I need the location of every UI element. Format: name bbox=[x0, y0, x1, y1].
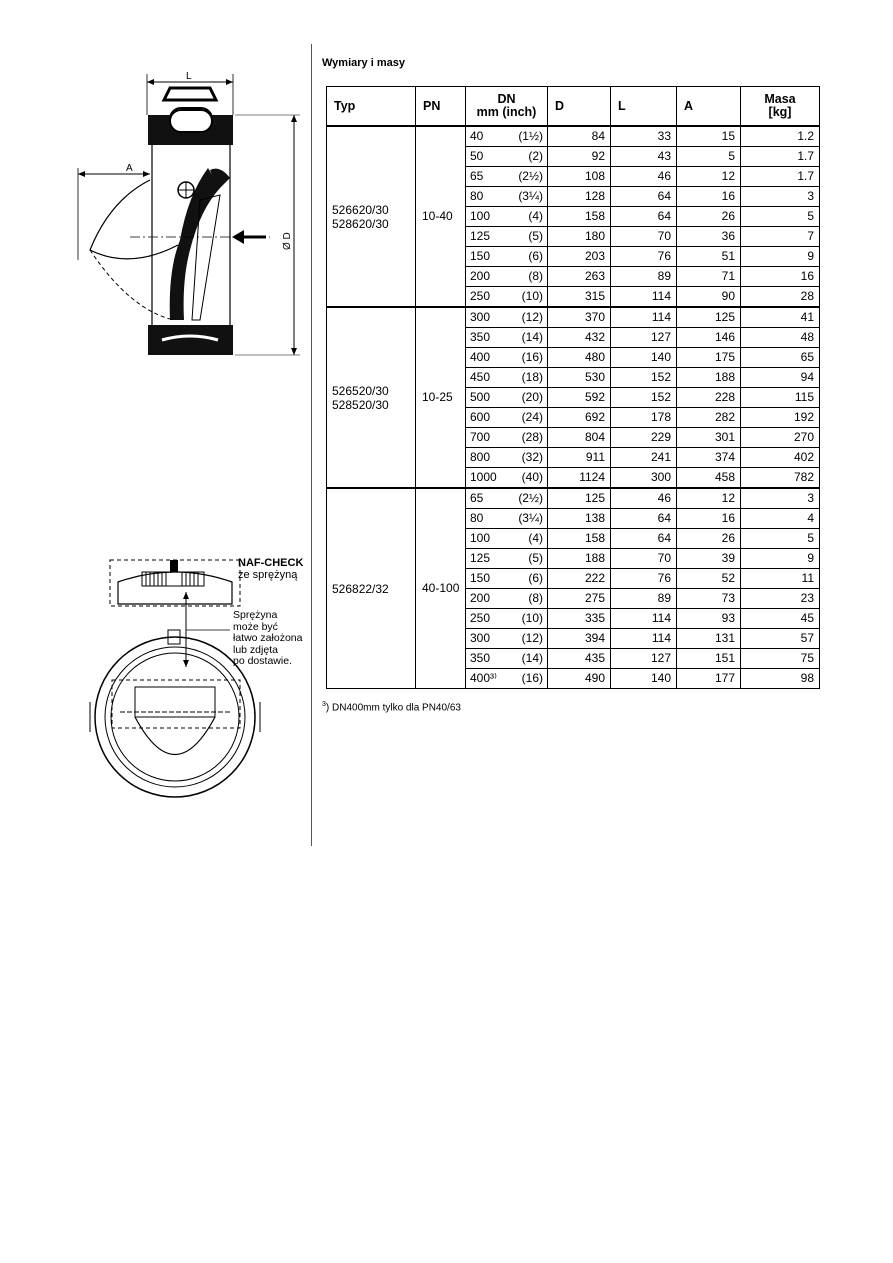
dn-inch: (3¼) bbox=[518, 511, 543, 525]
dn-inch: (6) bbox=[528, 249, 543, 263]
cell-dn bbox=[466, 328, 548, 348]
cell-dn bbox=[466, 448, 548, 468]
cell-dn bbox=[466, 207, 548, 227]
column-divider bbox=[311, 44, 312, 846]
cell-dn bbox=[466, 468, 548, 489]
dn-inch: (20) bbox=[521, 390, 543, 404]
cell-masa: 48 bbox=[741, 328, 820, 348]
cell-l: 70 bbox=[611, 227, 677, 247]
cell-l: 229 bbox=[611, 428, 677, 448]
cell-masa: 3 bbox=[741, 187, 820, 207]
cell-a: 12 bbox=[677, 167, 741, 187]
dim-D-label: Ø D bbox=[282, 232, 293, 250]
spring-note-line: Sprężyna bbox=[233, 609, 278, 621]
cell-masa: 16 bbox=[741, 267, 820, 287]
cell-masa: 41 bbox=[741, 307, 820, 328]
cell-l: 70 bbox=[611, 549, 677, 569]
cell-a: 177 bbox=[677, 669, 741, 689]
cell-dn bbox=[466, 589, 548, 609]
dn-inch: (6) bbox=[528, 571, 543, 585]
cell-l: 46 bbox=[611, 488, 677, 509]
cell-a: 282 bbox=[677, 408, 741, 428]
cell-l: 33 bbox=[611, 126, 677, 147]
cell-l: 152 bbox=[611, 368, 677, 388]
header-l: L bbox=[611, 87, 677, 127]
cell-a: 16 bbox=[677, 187, 741, 207]
typ-line: 526822/32 bbox=[332, 581, 389, 596]
dn-mm: 350 bbox=[470, 330, 491, 344]
cell-d: 480 bbox=[548, 348, 611, 368]
dn-mm: 300 bbox=[470, 631, 491, 645]
naf-check-label bbox=[238, 557, 303, 581]
cell-d: 335 bbox=[548, 609, 611, 629]
cell-masa: 94 bbox=[741, 368, 820, 388]
cell-masa: 9 bbox=[741, 247, 820, 267]
cell-masa: 402 bbox=[741, 448, 820, 468]
cell-pn: 10-40 bbox=[416, 126, 466, 307]
dn-inch: (10) bbox=[521, 611, 543, 625]
cell-dn bbox=[466, 267, 548, 287]
dn-mm: 125 bbox=[470, 229, 491, 243]
cell-d: 125 bbox=[548, 488, 611, 509]
cell-a: 16 bbox=[677, 509, 741, 529]
cell-l: 152 bbox=[611, 388, 677, 408]
dn-mm: 300 bbox=[470, 310, 491, 324]
dn-mm: 100 bbox=[470, 531, 491, 545]
dn-inch: (5) bbox=[528, 551, 543, 565]
cell-masa: 5 bbox=[741, 207, 820, 227]
cell-a: 175 bbox=[677, 348, 741, 368]
footnote bbox=[322, 701, 461, 713]
header-masa-line2: [kg] bbox=[768, 105, 792, 119]
cell-d: 315 bbox=[548, 287, 611, 308]
spring-note-line: lub zdjęta bbox=[233, 643, 278, 656]
cell-d: 158 bbox=[548, 207, 611, 227]
dn-mm: 500 bbox=[470, 390, 491, 404]
cell-a: 71 bbox=[677, 267, 741, 287]
cell-l: 89 bbox=[611, 589, 677, 609]
cell-pn: 10-25 bbox=[416, 307, 466, 488]
cell-masa: 1.7 bbox=[741, 167, 820, 187]
dn-inch: (8) bbox=[528, 591, 543, 605]
cell-l: 127 bbox=[611, 649, 677, 669]
dn-mm: 150 bbox=[470, 249, 491, 263]
dn-mm: 50 bbox=[470, 149, 484, 163]
dn-inch: (2½) bbox=[518, 169, 543, 183]
typ-line: 528520/30 bbox=[332, 397, 389, 412]
cell-dn bbox=[466, 669, 548, 689]
header-masa bbox=[741, 87, 820, 127]
typ-line: 528620/30 bbox=[332, 216, 389, 231]
cell-d: 1124 bbox=[548, 468, 611, 489]
cell-a: 93 bbox=[677, 609, 741, 629]
header-typ: Typ bbox=[327, 87, 416, 127]
cell-dn bbox=[466, 408, 548, 428]
cell-a: 125 bbox=[677, 307, 741, 328]
dn-mm: 65 bbox=[470, 169, 484, 183]
dn-mm: 150 bbox=[470, 571, 491, 585]
dn-mm: 80 bbox=[470, 189, 484, 203]
cell-masa: 23 bbox=[741, 589, 820, 609]
cell-l: 114 bbox=[611, 629, 677, 649]
spring-note bbox=[233, 610, 313, 668]
cell-dn bbox=[466, 609, 548, 629]
cell-d: 263 bbox=[548, 267, 611, 287]
dn-inch: (4) bbox=[528, 209, 543, 223]
valve-cross-section-drawing bbox=[70, 70, 310, 370]
cell-l: 140 bbox=[611, 348, 677, 368]
cell-dn bbox=[466, 227, 548, 247]
cell-d: 84 bbox=[548, 126, 611, 147]
cell-a: 374 bbox=[677, 448, 741, 468]
dn-mm: 1000 bbox=[470, 470, 497, 484]
dn-inch: (3¼) bbox=[518, 189, 543, 203]
cell-dn bbox=[466, 147, 548, 167]
header-d: D bbox=[548, 87, 611, 127]
cell-d: 180 bbox=[548, 227, 611, 247]
cell-dn bbox=[466, 509, 548, 529]
typ-line: 526520/30 bbox=[332, 383, 389, 398]
dn-mm: 125 bbox=[470, 551, 491, 565]
cell-dn bbox=[466, 428, 548, 448]
cell-dn bbox=[466, 549, 548, 569]
cell-masa: 5 bbox=[741, 529, 820, 549]
cell-d: 138 bbox=[548, 509, 611, 529]
cell-a: 188 bbox=[677, 368, 741, 388]
cell-d: 222 bbox=[548, 569, 611, 589]
table-row bbox=[327, 488, 820, 509]
dn-mm: 250 bbox=[470, 289, 491, 303]
dn-inch: (12) bbox=[521, 631, 543, 645]
cell-dn bbox=[466, 388, 548, 408]
cell-masa: 270 bbox=[741, 428, 820, 448]
cell-a: 458 bbox=[677, 468, 741, 489]
dn-inch: (18) bbox=[521, 370, 543, 384]
cell-a: 228 bbox=[677, 388, 741, 408]
footnote-text: ) DN400mm tylko dla PN40/63 bbox=[325, 702, 461, 714]
cell-l: 114 bbox=[611, 287, 677, 308]
table-body bbox=[327, 126, 820, 689]
cell-a: 73 bbox=[677, 589, 741, 609]
cell-a: 5 bbox=[677, 147, 741, 167]
cell-d: 435 bbox=[548, 649, 611, 669]
cell-d: 203 bbox=[548, 247, 611, 267]
dn-mm: 450 bbox=[470, 370, 491, 384]
naf-check-subtitle: ze sprężyną bbox=[238, 569, 298, 581]
dn-inch: (32) bbox=[521, 450, 543, 464]
cell-l: 114 bbox=[611, 307, 677, 328]
dim-L-label: L bbox=[186, 71, 192, 82]
dn-inch: (1½) bbox=[518, 129, 543, 143]
cell-dn bbox=[466, 629, 548, 649]
dn-mm: 600 bbox=[470, 410, 491, 424]
cell-d: 911 bbox=[548, 448, 611, 468]
cell-masa: 65 bbox=[741, 348, 820, 368]
cell-a: 15 bbox=[677, 126, 741, 147]
cell-typ bbox=[327, 488, 416, 689]
header-a: A bbox=[677, 87, 741, 127]
dn-inch: (14) bbox=[521, 651, 543, 665]
dn-inch: (14) bbox=[521, 330, 543, 344]
spring-note-line: po dostawie. bbox=[233, 655, 292, 667]
cell-a: 90 bbox=[677, 287, 741, 308]
cell-masa: 57 bbox=[741, 629, 820, 649]
cell-d: 188 bbox=[548, 549, 611, 569]
cell-typ bbox=[327, 126, 416, 307]
cell-pn: 40-100 bbox=[416, 488, 466, 689]
cell-l: 178 bbox=[611, 408, 677, 428]
dn-mm: 800 bbox=[470, 450, 491, 464]
cell-d: 804 bbox=[548, 428, 611, 448]
cell-masa: 9 bbox=[741, 549, 820, 569]
header-dn bbox=[466, 87, 548, 127]
cell-dn bbox=[466, 649, 548, 669]
cell-a: 301 bbox=[677, 428, 741, 448]
cell-a: 26 bbox=[677, 207, 741, 227]
typ-line: 526620/30 bbox=[332, 202, 389, 217]
cell-masa: 3 bbox=[741, 488, 820, 509]
cell-a: 36 bbox=[677, 227, 741, 247]
table-row bbox=[327, 307, 820, 328]
cell-d: 275 bbox=[548, 589, 611, 609]
cell-dn bbox=[466, 247, 548, 267]
dn-inch: (4) bbox=[528, 531, 543, 545]
dn-mm: 65 bbox=[470, 491, 484, 505]
header-dn-line2: mm (inch) bbox=[476, 105, 537, 119]
cell-l: 64 bbox=[611, 187, 677, 207]
cell-l: 241 bbox=[611, 448, 677, 468]
dn-inch: (10) bbox=[521, 289, 543, 303]
dn-mm: 200 bbox=[470, 591, 491, 605]
cell-masa: 7 bbox=[741, 227, 820, 247]
cell-d: 128 bbox=[548, 187, 611, 207]
cell-dn bbox=[466, 126, 548, 147]
spring-note-line: łatwo założona bbox=[233, 632, 303, 644]
dn-inch: (24) bbox=[521, 410, 543, 424]
cell-masa: 98 bbox=[741, 669, 820, 689]
table-header-row bbox=[327, 87, 820, 127]
dn-mm: 100 bbox=[470, 209, 491, 223]
cell-a: 39 bbox=[677, 549, 741, 569]
footnote-mark: 3 bbox=[322, 701, 326, 708]
cell-dn bbox=[466, 529, 548, 549]
header-pn: PN bbox=[416, 87, 466, 127]
dn-mm: 80 bbox=[470, 511, 484, 525]
cell-dn bbox=[466, 307, 548, 328]
dn-mm: 200 bbox=[470, 269, 491, 283]
cell-d: 92 bbox=[548, 147, 611, 167]
cell-d: 592 bbox=[548, 388, 611, 408]
cell-d: 108 bbox=[548, 167, 611, 187]
cell-a: 26 bbox=[677, 529, 741, 549]
dn-mm: 350 bbox=[470, 651, 491, 665]
dn-mm: 400³⁾ bbox=[470, 671, 497, 685]
cell-masa: 192 bbox=[741, 408, 820, 428]
cell-masa: 1.2 bbox=[741, 126, 820, 147]
cell-a: 131 bbox=[677, 629, 741, 649]
cell-a: 52 bbox=[677, 569, 741, 589]
cell-a: 51 bbox=[677, 247, 741, 267]
cell-masa: 11 bbox=[741, 569, 820, 589]
cell-dn bbox=[466, 368, 548, 388]
cell-l: 76 bbox=[611, 569, 677, 589]
cell-dn bbox=[466, 348, 548, 368]
cell-masa: 115 bbox=[741, 388, 820, 408]
cell-l: 140 bbox=[611, 669, 677, 689]
cell-d: 530 bbox=[548, 368, 611, 388]
cell-l: 127 bbox=[611, 328, 677, 348]
dn-mm: 400 bbox=[470, 350, 491, 364]
header-dn-line1: DN bbox=[497, 92, 516, 106]
header-masa-line1: Masa bbox=[764, 92, 796, 106]
cell-dn bbox=[466, 569, 548, 589]
dn-inch: (8) bbox=[528, 269, 543, 283]
cell-masa: 45 bbox=[741, 609, 820, 629]
cell-l: 76 bbox=[611, 247, 677, 267]
cell-d: 490 bbox=[548, 669, 611, 689]
dim-A-label: A bbox=[126, 163, 133, 174]
cell-d: 432 bbox=[548, 328, 611, 348]
cell-l: 114 bbox=[611, 609, 677, 629]
dn-inch: (2½) bbox=[518, 491, 543, 505]
cell-dn bbox=[466, 488, 548, 509]
cell-d: 370 bbox=[548, 307, 611, 328]
dn-mm: 40 bbox=[470, 129, 484, 143]
cell-masa: 28 bbox=[741, 287, 820, 308]
cell-a: 146 bbox=[677, 328, 741, 348]
cell-l: 43 bbox=[611, 147, 677, 167]
dn-inch: (40) bbox=[521, 470, 543, 484]
spring-note-line: może być bbox=[233, 620, 278, 633]
cell-a: 151 bbox=[677, 649, 741, 669]
cell-l: 64 bbox=[611, 207, 677, 227]
cell-a: 12 bbox=[677, 488, 741, 509]
cell-l: 64 bbox=[611, 509, 677, 529]
cell-masa: 4 bbox=[741, 509, 820, 529]
section-title: Wymiary i masy bbox=[322, 57, 405, 69]
spring-detail-drawing bbox=[80, 552, 310, 802]
cell-l: 64 bbox=[611, 529, 677, 549]
dn-inch: (16) bbox=[521, 671, 543, 685]
cell-dn bbox=[466, 287, 548, 308]
dn-mm: 250 bbox=[470, 611, 491, 625]
cell-d: 158 bbox=[548, 529, 611, 549]
cell-dn bbox=[466, 167, 548, 187]
dn-inch: (16) bbox=[521, 350, 543, 364]
cell-d: 692 bbox=[548, 408, 611, 428]
cell-typ bbox=[327, 307, 416, 488]
cell-d: 394 bbox=[548, 629, 611, 649]
cell-l: 46 bbox=[611, 167, 677, 187]
table-row bbox=[327, 126, 820, 147]
cell-masa: 782 bbox=[741, 468, 820, 489]
dn-mm: 700 bbox=[470, 430, 491, 444]
dn-inch: (28) bbox=[521, 430, 543, 444]
naf-check-title: NAF-CHECK bbox=[238, 557, 304, 569]
dimensions-table bbox=[326, 86, 820, 689]
cell-masa: 1.7 bbox=[741, 147, 820, 167]
cell-masa: 75 bbox=[741, 649, 820, 669]
cell-l: 89 bbox=[611, 267, 677, 287]
cell-l: 300 bbox=[611, 468, 677, 489]
dn-inch: (2) bbox=[528, 149, 543, 163]
dn-inch: (5) bbox=[528, 229, 543, 243]
cell-dn bbox=[466, 187, 548, 207]
dn-inch: (12) bbox=[521, 310, 543, 324]
